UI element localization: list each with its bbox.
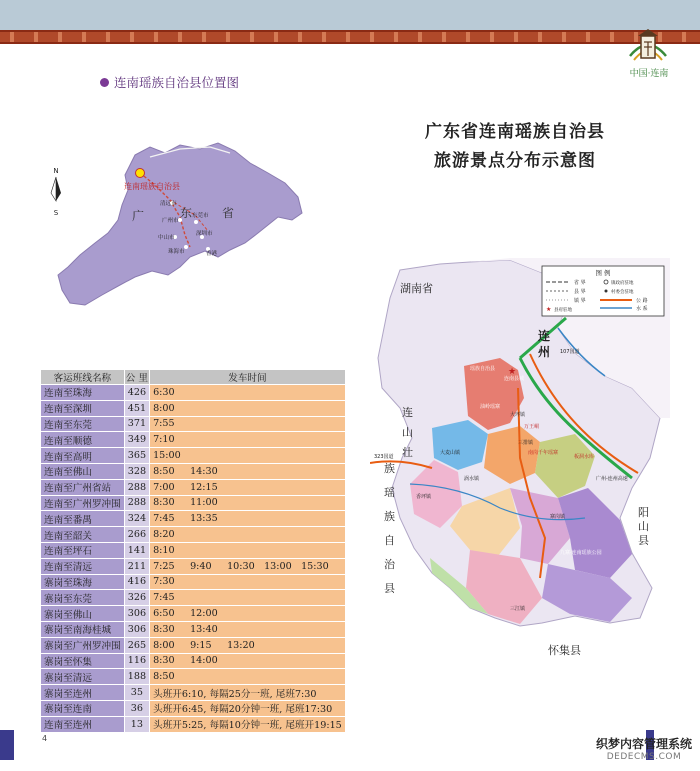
neighbor-lianshan: 连: [402, 406, 413, 419]
spot-label: 板洞水库: [574, 454, 595, 460]
neighbor-yangshan: 阳: [638, 506, 649, 519]
region-label-1: 广: [132, 209, 145, 223]
page-number: 4: [42, 734, 48, 743]
departure-time: 8:30: [153, 497, 175, 509]
route-name-cell: 连南至番禺: [41, 511, 125, 527]
departure-time: 7:55: [153, 418, 175, 430]
header-route: 客运班线名称: [41, 370, 125, 385]
compass-north: N: [53, 167, 59, 175]
city-label: 中山市: [158, 235, 175, 241]
route-name-cell: 寨岗至南海桂城: [41, 621, 125, 637]
route-km-cell: 306: [124, 606, 149, 622]
departure-times-cell: [150, 527, 346, 543]
city-label: 深圳市: [196, 231, 213, 237]
departure-times-cell: [150, 479, 346, 495]
table-row: [41, 416, 346, 432]
spot-label: 万王峒: [524, 424, 540, 430]
departure-time: 15:00: [153, 450, 181, 462]
departure-time: 9:40: [190, 560, 212, 572]
departure-time: 15:30: [301, 560, 329, 572]
route-km-cell: 265: [124, 637, 149, 653]
route-km-cell: 451: [124, 400, 149, 416]
region-label-3: 省: [222, 206, 235, 220]
departure-time: 8:30: [153, 655, 175, 667]
city-label: 广州市: [162, 218, 179, 224]
table-row: [41, 574, 346, 590]
town-label: 涡水镇: [464, 476, 480, 482]
table-row: [41, 463, 346, 479]
table-row: [41, 542, 346, 558]
route-name-cell: 连南至佛山: [41, 463, 125, 479]
departure-time: 14:00: [190, 655, 218, 667]
table-row: [41, 653, 346, 669]
departure-times-cell: [150, 621, 346, 637]
departure-times-cell: [150, 590, 346, 606]
table-row: [41, 590, 346, 606]
neighbor-lianshan: 自: [384, 534, 395, 547]
route-km-cell: 36: [124, 700, 149, 716]
route-km-cell: 349: [124, 432, 149, 448]
table-row: [41, 432, 346, 448]
legend-item: 镇 界: [574, 298, 586, 304]
table-row: [41, 700, 346, 716]
town-label: 香坪镇: [416, 494, 432, 500]
route-km-cell: 13: [124, 716, 149, 732]
departure-time: 7:10: [153, 434, 175, 446]
neighbor-lianzhou-1: 连: [538, 329, 551, 343]
table-row: [41, 448, 346, 464]
table-header-row: [41, 370, 346, 385]
town-label: 大坪镇: [510, 412, 526, 418]
side-mark-left: [0, 730, 14, 760]
departure-time: 头班开6:45, 每隔20分钟一班, 尾班17:30: [153, 704, 333, 716]
legend-title: 图 例: [595, 269, 611, 277]
departure-times-cell: [150, 653, 346, 669]
route-km-cell: 35: [124, 685, 149, 701]
route-name-cell: 寨岗至连南: [41, 700, 125, 716]
departure-times-cell: [150, 606, 346, 622]
city-label: 香港: [206, 251, 218, 257]
road-label: 107国道: [560, 349, 580, 355]
departure-times-cell: [150, 495, 346, 511]
route-km-cell: 371: [124, 416, 149, 432]
route-km-cell: 266: [124, 527, 149, 543]
table-row: [41, 511, 346, 527]
compass-south: S: [53, 209, 59, 217]
route-name-cell: 寨岗至连州: [41, 685, 125, 701]
route-km-cell: 426: [124, 385, 149, 401]
departure-time: 8:30: [153, 623, 175, 635]
route-name-cell: 连南至坪石: [41, 542, 125, 558]
guangdong-location-map: [40, 125, 310, 325]
route-name-cell: 连南至高明: [41, 448, 125, 464]
location-map-title-text: 连南瑶族自治县位置图: [114, 75, 240, 90]
route-name-cell: 连南至清远: [41, 558, 125, 574]
departure-time: 7:45: [153, 513, 175, 525]
legend-star-icon: ★: [546, 306, 552, 313]
table-row: [41, 669, 346, 685]
road-label: 广州-连州高速: [596, 476, 628, 482]
logo-text: 中国·连南: [629, 69, 669, 79]
departure-time: 13:40: [190, 623, 218, 635]
table-row: [41, 495, 346, 511]
departure-times-cell: [150, 400, 346, 416]
route-km-cell: 416: [124, 574, 149, 590]
departure-time: 12:15: [190, 481, 218, 493]
departure-time: 8:10: [153, 544, 175, 556]
departure-times-cell: [150, 685, 346, 701]
legend-item: 镇政府驻地: [611, 281, 634, 286]
departure-time: 7:30: [153, 576, 175, 588]
spot-label: 九寨·连南瑶族公园: [560, 550, 602, 556]
departure-times-cell: [150, 385, 346, 401]
departure-time: 13:00: [264, 560, 292, 572]
route-km-cell: 306: [124, 621, 149, 637]
route-name-cell: 寨岗至珠海: [41, 574, 125, 590]
departure-time: 8:00: [153, 402, 175, 414]
town-label: 寨岗镇: [550, 514, 566, 520]
route-km-cell: 324: [124, 511, 149, 527]
departure-times-cell: [150, 463, 346, 479]
departure-times-cell: [150, 432, 346, 448]
legend-item: 公 路: [636, 298, 648, 304]
town-label: 三江镇: [510, 606, 526, 612]
route-name-cell: 寨岗至东莞: [41, 590, 125, 606]
neighbor-huaiji: 怀集县: [548, 644, 581, 657]
city-label: 清远市: [160, 201, 177, 207]
route-name-cell: 连南至深圳: [41, 400, 125, 416]
table-row: [41, 621, 346, 637]
county-tourism-map: [370, 258, 670, 658]
table-row: [41, 400, 346, 416]
table-row: [41, 606, 346, 622]
route-name-cell: 连南至珠海: [41, 385, 125, 401]
neighbor-yangshan: 县: [638, 534, 649, 547]
departure-times-cell: [150, 716, 346, 732]
neighbor-lianshan: 山: [402, 426, 413, 439]
legend-item: 省 界: [574, 280, 586, 286]
departure-time: 13:20: [227, 639, 255, 651]
neighbor-yangshan: 山: [638, 520, 649, 533]
departure-time: 7:45: [153, 592, 175, 604]
route-km-cell: 365: [124, 448, 149, 464]
top-band: [0, 0, 700, 30]
departure-times-cell: [150, 574, 346, 590]
table-row: [41, 685, 346, 701]
county-seat-star-icon: ★: [508, 367, 517, 377]
departure-time: 6:30: [153, 386, 175, 398]
town-label: 三排镇: [518, 440, 534, 446]
table-row: [41, 716, 346, 732]
bus-route-table: [40, 369, 346, 733]
compass-icon: [51, 167, 61, 217]
watermark-line-1: 织梦内容管理系统: [596, 737, 693, 751]
route-name-cell: 连南至韶关: [41, 527, 125, 543]
table-row: [41, 637, 346, 653]
departure-time: 14:30: [190, 465, 218, 477]
route-km-cell: 211: [124, 558, 149, 574]
departure-times-cell: [150, 637, 346, 653]
departure-times-cell: [150, 669, 346, 685]
departure-time: 8:20: [153, 529, 175, 541]
route-name-cell: 连南至东莞: [41, 416, 125, 432]
departure-time: 10:30: [227, 560, 255, 572]
table-row: [41, 479, 346, 495]
town-label: 瑶族自治县: [470, 366, 496, 372]
neighbor-hunan: 湖南省: [400, 282, 433, 295]
departure-times-cell: [150, 416, 346, 432]
departure-time: 13:35: [190, 513, 218, 525]
neighbor-lianshan: 瑶: [384, 486, 395, 499]
departure-times-cell: [150, 700, 346, 716]
departure-times-cell: [150, 558, 346, 574]
departure-time: 头班开5:25, 每隔10分钟一班, 尾班开19:15: [153, 720, 342, 732]
header-km: 公 里: [124, 370, 149, 385]
route-name-cell: 寨岗至佛山: [41, 606, 125, 622]
neighbor-lianshan: 族: [384, 510, 395, 523]
route-km-cell: 288: [124, 479, 149, 495]
ornamental-border: [0, 30, 700, 44]
route-name-cell: 连南至广州罗冲围: [41, 495, 125, 511]
table-row: [41, 558, 346, 574]
route-name-cell: 连南至连州: [41, 716, 125, 732]
route-km-cell: 326: [124, 590, 149, 606]
spot-label: 南岗千年瑶寨: [528, 450, 559, 456]
departure-times-cell: [150, 511, 346, 527]
city-label: 珠海市: [168, 249, 185, 255]
route-km-cell: 116: [124, 653, 149, 669]
main-title-line-1: 广东省连南瑶族自治县: [425, 122, 605, 142]
departure-time: 12:00: [190, 608, 218, 620]
legend-item: 水 系: [636, 306, 648, 312]
bullet-dot-icon: [100, 78, 109, 87]
table-body: [41, 385, 346, 733]
table-row: [41, 527, 346, 543]
header-time: 发车时间: [150, 370, 346, 385]
legend-item: 县府驻地: [554, 308, 572, 313]
route-km-cell: 188: [124, 669, 149, 685]
route-name-cell: 寨岗至广州罗冲围: [41, 637, 125, 653]
spot-label: 油岭瑶寨: [480, 404, 501, 410]
departure-time: 6:50: [153, 608, 175, 620]
departure-time: 8:50: [153, 671, 175, 683]
departure-time: 7:00: [153, 481, 175, 493]
departure-time: 8:50: [153, 465, 175, 477]
location-map-title: [100, 73, 239, 91]
legend-item: 县 界: [574, 289, 586, 295]
departure-time: 11:00: [190, 497, 218, 509]
route-name-cell: 连南至顺德: [41, 432, 125, 448]
route-name-cell: 连南至广州省站: [41, 479, 125, 495]
departure-time: 头班开6:10, 每隔25分一班, 尾班7:30: [153, 688, 317, 700]
town-label: 连南县城: [504, 376, 525, 382]
departure-times-cell: [150, 448, 346, 464]
watermark: [596, 735, 692, 762]
route-name-cell: 寨岗至清远: [41, 669, 125, 685]
watermark-line-2: DEDECMS.COM: [606, 752, 682, 762]
neighbor-lianzhou-2: 州: [538, 345, 551, 359]
neighbor-lianshan: 县: [384, 582, 395, 595]
route-km-cell: 328: [124, 463, 149, 479]
departure-time: 7:25: [153, 560, 175, 572]
table-row: [41, 385, 346, 401]
main-map-title: [390, 118, 640, 176]
departure-time: 8:00: [153, 639, 175, 651]
legend-item: 村委会驻地: [611, 290, 634, 295]
neighbor-lianshan: 族: [384, 462, 395, 475]
departure-times-cell: [150, 542, 346, 558]
route-km-cell: 288: [124, 495, 149, 511]
route-name-cell: 寨岗至怀集: [41, 653, 125, 669]
neighbor-lianshan: 治: [384, 558, 395, 571]
departure-time: 9:15: [190, 639, 212, 651]
main-title-line-2: 旅游景点分布示意图: [434, 151, 596, 171]
route-km-cell: 141: [124, 542, 149, 558]
neighbor-lianshan: 壮: [402, 446, 413, 459]
town-label: 大麦山镇: [440, 450, 461, 456]
region-label-2: 东: [180, 206, 193, 220]
county-label: 连南瑶族自治县: [124, 182, 180, 191]
road-label: 323国道: [374, 454, 394, 460]
city-label: 东莞市: [192, 213, 209, 219]
